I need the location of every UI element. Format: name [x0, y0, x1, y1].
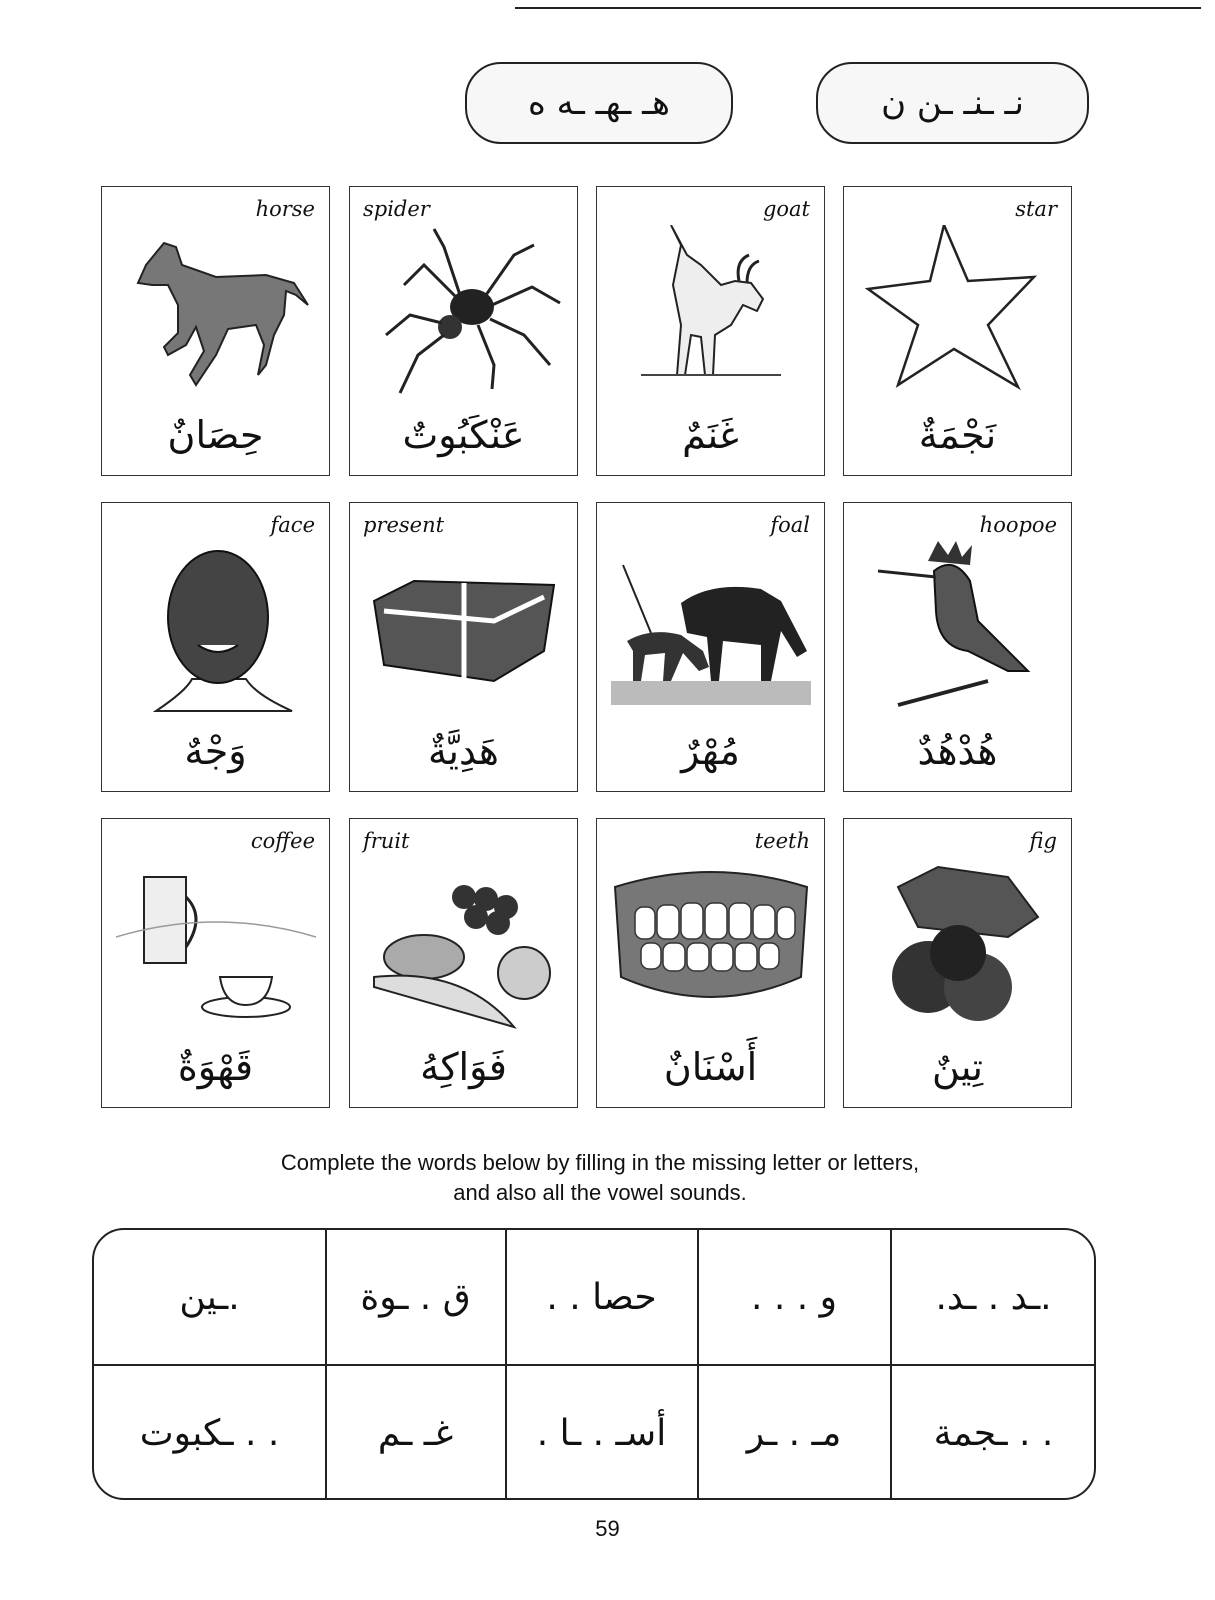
face-icon [116, 541, 316, 713]
foal-icon [611, 541, 811, 713]
exercise-word: ق . ـوة [360, 1276, 471, 1318]
exercise-word: . . ـكبوت [139, 1412, 280, 1454]
goat-icon [611, 225, 811, 397]
card-spider [349, 186, 578, 476]
exercise-word: مـ . ـر [746, 1412, 842, 1454]
letter-forms-ha: هـ ـهـ ـه ه [465, 62, 733, 144]
instructions-line-2: and also all the vowel sounds. [453, 1180, 747, 1205]
card-english-label: goat [762, 197, 810, 221]
star-icon [858, 225, 1058, 397]
card-arabic-word: حِصَانٌ [167, 413, 264, 457]
card-arabic-word: فَوَاكِهُ [420, 1045, 507, 1089]
card-english-label: hoopoe [979, 513, 1057, 537]
card-horse [101, 186, 330, 476]
instructions-line-1: Complete the words below by filling in the missing letter or letters, [280, 1150, 920, 1175]
card-english-label: spider [363, 197, 430, 221]
card-hoopoe [843, 502, 1072, 792]
page-number: 59 [595, 1516, 620, 1541]
card-arabic-word: مُهْرٌ [681, 729, 740, 773]
card-teeth [596, 818, 825, 1108]
card-english-label: foal [770, 513, 810, 537]
card-english-label: present [363, 513, 445, 537]
fig-icon [858, 857, 1058, 1029]
card-arabic-word: هَدِيَّةٌ [428, 729, 499, 773]
card-arabic-word: غَنَمٌ [682, 413, 739, 457]
exercise-word: و . . . [750, 1276, 838, 1318]
present-icon [364, 541, 564, 713]
card-present [349, 502, 578, 792]
horse-icon [116, 225, 316, 397]
card-arabic-word: هُدْهُدٌ [917, 729, 998, 773]
card-english-label: horse [255, 197, 315, 221]
coffee-icon [116, 857, 316, 1029]
card-foal [596, 502, 825, 792]
card-arabic-word: عَنْكَبُوتٌ [402, 413, 525, 457]
card-arabic-word: وَجْهٌ [184, 729, 247, 773]
exercise-word: غـ ـم [377, 1412, 454, 1454]
exercise-word: حصا . . [546, 1276, 657, 1318]
exercise-word: أسـ . ـا . [536, 1412, 667, 1454]
letter-forms-noon: نـ ـنـ ـن ن [816, 62, 1089, 144]
exercise-word: . . ـجمة [933, 1412, 1054, 1454]
instructions [150, 1148, 1050, 1208]
card-arabic-word: أَسْنَانٌ [663, 1045, 758, 1089]
exercise-grid [92, 1228, 1096, 1500]
card-coffee [101, 818, 330, 1108]
fruit-icon [364, 857, 564, 1029]
card-arabic-word: قَهْوَةٌ [177, 1045, 254, 1089]
card-english-label: fig [1029, 829, 1057, 853]
card-arabic-word: نَجْمَةٌ [918, 413, 997, 457]
card-english-label: teeth [754, 829, 810, 853]
teeth-icon [611, 857, 811, 1029]
card-english-label: coffee [250, 829, 315, 853]
card-arabic-word: تِينٌ [932, 1045, 983, 1089]
exercise-word: .ـد . ـد. [935, 1276, 1052, 1318]
top-rule [515, 7, 1201, 9]
card-fruit [349, 818, 578, 1108]
spider-icon [364, 225, 564, 397]
card-english-label: fruit [363, 829, 410, 853]
exercise-word: .ـين [179, 1276, 240, 1318]
card-english-label: star [1015, 197, 1057, 221]
card-star [843, 186, 1072, 476]
card-english-label: face [270, 513, 315, 537]
card-goat [596, 186, 825, 476]
card-fig [843, 818, 1072, 1108]
card-face [101, 502, 330, 792]
hoopoe-icon [858, 541, 1058, 713]
